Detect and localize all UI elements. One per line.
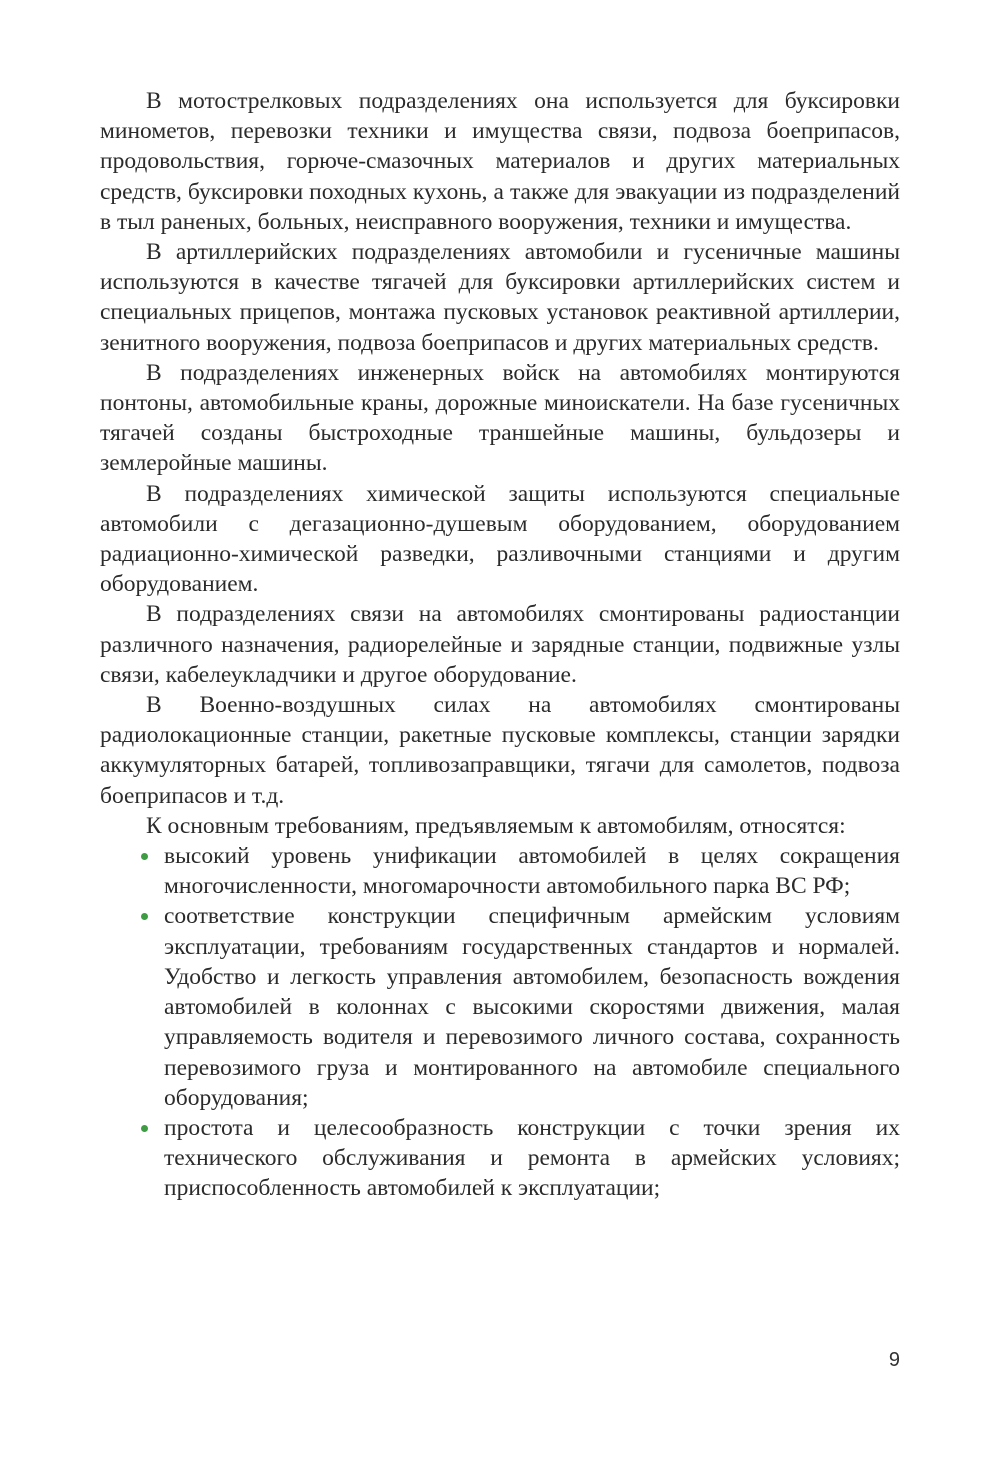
paragraph-air-force: В Военно-воздушных силах на автомобилях смонтированы радиолокационные станции, ракетные пусковые комплексы, станции зарядки аккумуляторных батарей, топливозаправщики, тягачи для самолетов, подвоза боеприпасов и т.д. <box>100 692 900 809</box>
page-number: 9 <box>888 1349 900 1371</box>
list-item-text: соответствие конструкции специфичным армейским условиям эксплуатации, требованиям государственных стандартов и нормалей. Удобство и легкость управления автомобилем, безопасность вождения автомобилей в колоннах с высокими скоростями движения, малая управляемость водителя и перевозимого личного состава, сохранность перевозимого груза и монтированного на автомобиле специального оборудования; <box>164 903 900 1111</box>
list-item-text: высокий уровень унификации автомобилей в целях сокращения многочисленности, многомарочности автомобильного парка ВС РФ; <box>164 843 900 900</box>
requirements-list <box>100 841 900 1203</box>
bullet-icon <box>141 853 148 860</box>
bullet-icon <box>141 1125 148 1132</box>
list-item <box>100 901 900 1112</box>
paragraph-artillery: В артиллерийских подразделениях автомобили и гусеничные машины используются в качестве тягачей для буксировки артиллерийских систем и специальных прицепов, монтажа пусковых установок реактивной артиллерии, зенитного вооружения, подвоза боеприпасов и других материальных средств. <box>100 239 900 356</box>
page-body <box>100 86 900 1204</box>
paragraph-engineering: В подразделениях инженерных войск на автомобилях монтируются понтоны, автомобильные краны, дорожные миноискатели. На базе гусеничных тягачей созданы быстроходные траншейные машины, бульдозеры и землеройные машины. <box>100 359 900 477</box>
paragraph-chemical-defense: В подразделениях химической защиты используются специальные автомобили с дегазационно-душевым оборудованием, оборудованием радиационно-химической разведки, разливочными станциями и другим оборудованием. <box>100 480 900 598</box>
list-item <box>100 1113 900 1204</box>
bullet-icon <box>141 913 148 920</box>
paragraph-requirements-intro: К основным требованиям, предъявляемым к автомобилям, относятся: <box>146 812 846 839</box>
list-item-text: простота и целесообразность конструкции с точки зрения их технического обслуживания и ремонта в армейских условиях; приспособленность автомобилей к эксплуатации; <box>164 1114 900 1202</box>
paragraph-motorized-rifle: В мотострелковых подразделениях она используется для буксировки минометов, перевозки техники и имущества связи, подвоза боеприпасов, продовольствия, горюче-смазочных материалов и других материальных средств, буксировки походных кухонь, а также для эвакуации из подразделений в тыл раненых, больных, неисправного вооружения, техники и имущества. <box>100 88 900 235</box>
list-item <box>100 841 900 901</box>
paragraph-communications: В подразделениях связи на автомобилях смонтированы радиостанции различного назначения, радиорелейные и зарядные станции, подвижные узлы связи, кабелеукладчики и другое оборудование. <box>100 601 900 688</box>
